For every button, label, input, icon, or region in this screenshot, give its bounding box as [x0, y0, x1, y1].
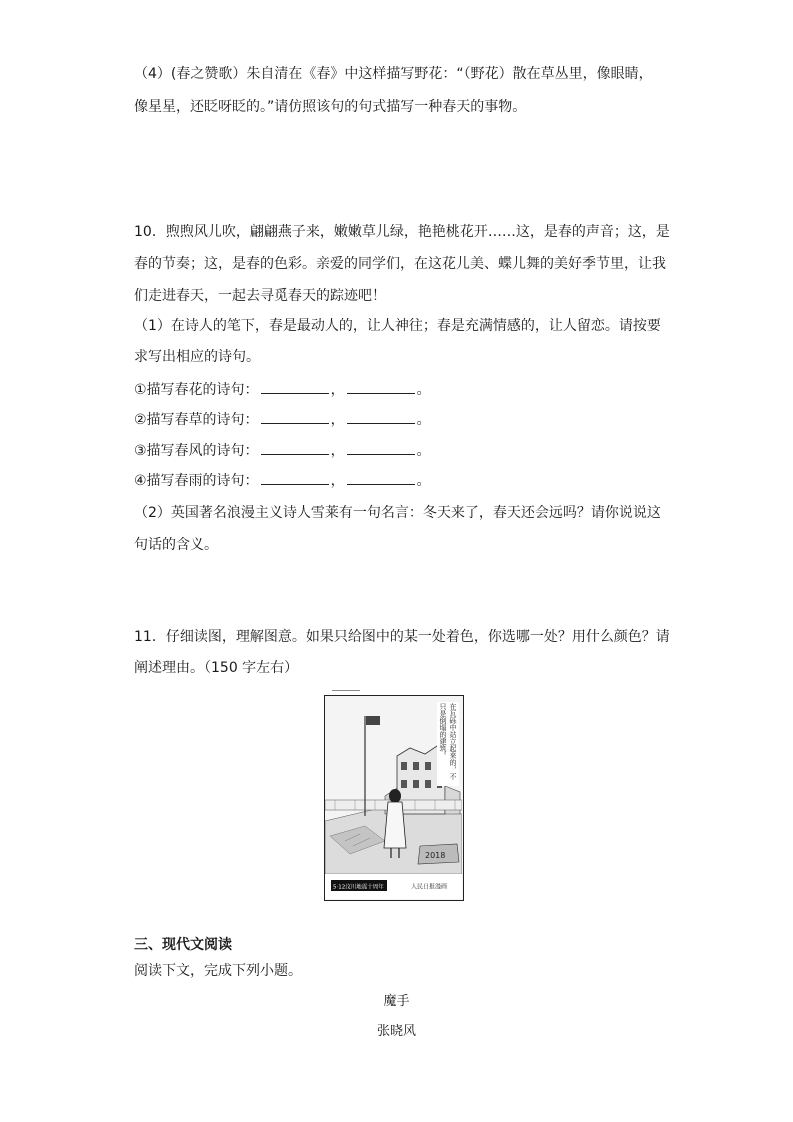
answer-blank[interactable]	[347, 471, 415, 485]
end-mark: 。	[416, 443, 431, 459]
separator: ，	[330, 473, 345, 489]
divider	[332, 690, 360, 691]
q10-item-2	[134, 410, 431, 430]
item-label: ①描写春花的诗句：	[134, 382, 259, 398]
end-mark: 。	[416, 382, 431, 398]
q9-4-line1: （4）(春之赞歌）朱自清在《春》中这样描写野花：“（野花）散在草丛里，像眼睛，	[134, 66, 653, 82]
answer-blank[interactable]	[261, 471, 329, 485]
q10-item-3	[134, 441, 431, 461]
answer-blank[interactable]	[261, 380, 329, 394]
section-heading: 三、现代文阅读	[134, 937, 232, 953]
answer-blank[interactable]	[347, 410, 415, 424]
q10-line3: 们走进春天，一起去寻觅春天的踪迹吧！	[134, 288, 386, 304]
answer-blank[interactable]	[261, 441, 329, 455]
footer-right-text: 人民日报漫画	[411, 883, 448, 891]
separator: ，	[330, 443, 345, 459]
q11-line1: 11．仔细读图，理解图意。如果只给图中的某一处着色，你选哪一处？用什么颜色？请	[134, 629, 670, 645]
q10-part2-line2: 句话的含义。	[134, 537, 218, 553]
q10-part2-line1: （2）英国著名浪漫主义诗人雪莱有一句名言：冬天来了，春天还会远吗？请你说说这	[134, 505, 661, 521]
footer-left-text: 5·12汶川地震十周年	[333, 884, 384, 891]
item-label: ④描写春雨的诗句：	[134, 473, 259, 489]
q9-4-line2: 像星星，还眨呀眨的。”请仿照该句的句式描写一种春天的事物。	[134, 99, 527, 115]
answer-blank[interactable]	[347, 380, 415, 394]
vertical-caption: 在瓦砾中站立起来的，不只是倒塌的建筑。	[437, 702, 459, 786]
year-label: 2018	[425, 851, 446, 860]
end-mark: 。	[416, 473, 431, 489]
cartoon-figure	[324, 695, 464, 901]
separator: ，	[330, 382, 345, 398]
answer-blank[interactable]	[261, 410, 329, 424]
q10-item-4	[134, 471, 431, 491]
end-mark: 。	[416, 412, 431, 428]
q10-line1: 10．煦煦风儿吹，翩翩燕子来，嫩嫩草儿绿，艳艳桃花开……这，是春的声音；这，是	[134, 224, 670, 240]
article-author: 张晓风	[376, 1024, 416, 1039]
q11-line2: 阐述理由。（150 字左右）	[134, 660, 299, 676]
q10-part1-line1: （1）在诗人的笔下，春是最动人的，让人神往；春是充满情感的，让人留恋。请按要	[134, 318, 661, 334]
q10-item-1	[134, 380, 431, 400]
answer-blank[interactable]	[347, 441, 415, 455]
item-label: ③描写春风的诗句：	[134, 443, 259, 459]
q10-part1-line2: 求写出相应的诗句。	[134, 349, 260, 365]
section-instruction: 阅读下文，完成下列小题。	[134, 963, 302, 979]
item-label: ②描写春草的诗句：	[134, 412, 259, 428]
q10-line2: 春的节奏；这，是春的色彩。亲爱的同学们，在这花儿美、蝶儿舞的美好季节里，让我	[134, 256, 666, 272]
article-title: 魔手	[383, 994, 410, 1009]
separator: ，	[330, 412, 345, 428]
